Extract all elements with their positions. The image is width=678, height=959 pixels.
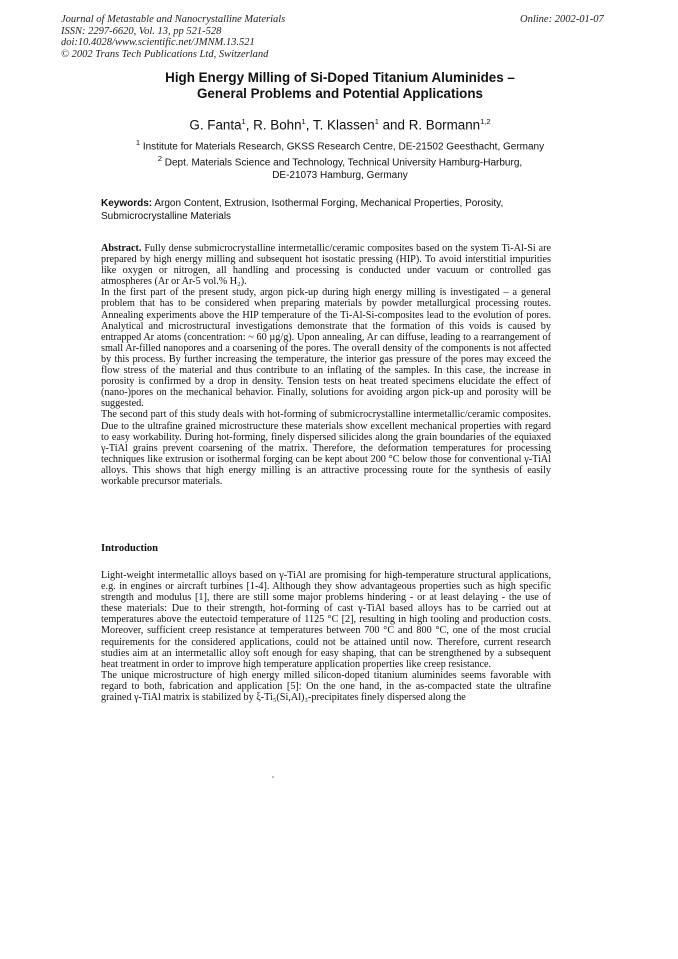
online-date: Online: 2002-01-07: [520, 14, 604, 25]
affiliation-1: [90, 137, 590, 154]
affiliation-mark: 2: [157, 154, 162, 163]
abstract-paragraph: In the first part of the present study, argon pick-up during high energy milling is investigated – a general problem that has to be considered when preparing materials by powder metallurgical processing routes. Annealing experiments above the HIP temperature of the Ti-Al-Si-composites lead to the evolution of pores. Analytical and microstructural investigations demonstrate that the formation of this voids is caused by entrapped Ar atoms (concentration: ~ 60 µg/g). Upon annealing, Ar can diffuse, leading to a rearrangement of small Ar-filled nanopores and a coarsening of the pores. The overall density of the components is not affected by this process. By further increasing the temperature, the interior gas pressure of the pores may exceed the flow stress of the material and thus contribute to an inflating of the samples. In this case, the increase in porosity is confirmed by a drop in density. Tension tests on heat treated specimens elucidate the effect of (nano-)pores on the mechanical behavior. Finally, solutions for avoiding argon pick-up and porosity will be suggested.: [101, 287, 551, 410]
abstract-paragraph: [101, 243, 551, 287]
affiliation-text: Institute for Materials Research, GKSS Research Centre, DE-21502 Geesthacht, Germany: [142, 141, 545, 153]
introduction-paragraph: The unique microstructure of high energy milled silicon-doped titanium aluminides seems favorable with regard to both, fabrication and application [5]: On the one hand, in the as-compacted state the ultrafine grained γ-TiAl matrix is stabilized by ξ-Ti₅(Si,Al)₃-precipitates finely dispersed along the: [101, 669, 551, 704]
affiliation-text: Dept. Materials Science and Technology, Technical University Hamburg-Harburg,: [164, 157, 523, 169]
author-name: R. Bormann: [408, 117, 481, 133]
author-list: G. Fanta$^1$, R. Bohn$^1$, T. Klassen$^1$ and R. Bormann$^{1,2}$: [189, 117, 491, 133]
introduction-heading: Introduction: [101, 543, 158, 554]
title-line-2: General Problems and Potential Applications: [197, 85, 483, 101]
author-name: G. Fanta: [189, 117, 242, 133]
author-affiliation-mark: 1,2: [480, 117, 491, 126]
journal-copyright: © 2002 Trans Tech Publications Ltd, Switzerland: [61, 48, 269, 60]
abstract-paragraph: The second part of this study deals with hot-forming of submicrocrystalline intermetallic/ceramic composites. Due to the ultrafine grained microstructure these materials show excellent mechanical properties with regard to easy workability. During hot-forming, finely dispersed silicides along the grain boundaries of the equiaxed γ-TiAl grains prevent coarsening of the matrix. Therefore, the deformation temperatures for processing techniques like extrusion or isothermal forging can be kept about 200 °C below those for conventional γ-TiAl alloys. This shows that high energy milling is an attractive processing route for the synthesis of easily workable precursor materials.: [101, 409, 551, 487]
abstract-text: Fully dense submicrocrystalline intermetallic/ceramic composites based on the system Ti-Al-Si are prepared by high energy milling and subsequent hot isostatic pressing (HIP). To avoid interstitial impurities like oxygen or nitrogen, all handling and processing is conducted under vacuum or controlled gas atmospheres (Ar or Ar-5 vol.% H₂).: [101, 243, 552, 288]
affiliation-2: [90, 153, 590, 182]
keywords-block: [101, 198, 571, 223]
journal-header: [61, 14, 285, 60]
affiliation-text: DE-21073 Hamburg, Germany: [272, 169, 408, 181]
author-affiliation-mark: 1: [374, 117, 379, 126]
keywords-text: Argon Content, Extrusion, Isothermal Forging, Mechanical Properties, Porosity, Submicrocrystalline Materials: [101, 198, 504, 222]
author-affiliation-mark: 1: [241, 117, 246, 126]
page-speck: [272, 776, 274, 778]
affiliation-mark: 1: [135, 138, 141, 147]
paper-title: [110, 70, 570, 101]
author-affiliation-mark: 1: [301, 117, 306, 126]
introduction-paragraph: Light-weight intermetallic alloys based on γ-TiAl are promising for high-temperature structural applications, e.g. in engines or aircraft turbines [1-4]. Although they show advantageous properties such as high specific strength and modulus [1], there are still some major problems hindering - or at least delaying - the use of these materials: Due to their strength, hot-forming of cast γ-TiAl based alloys has to be carried out at temperatures above the eutectoid temperature of 1125 °C [2], resulting in high tooling and production costs. Moreover, sufficient creep resistance at temperatures between 700 °C and 800 °C, one of the most crucial requirements for the considered applications, could not be attained until now. Therefore, current research studies aim at an intermetallic alloy soft enough for easy shaping, that can be strengthened by a subsequent heat treatment in order to improve high temperature application properties like creep resistance.: [101, 570, 551, 670]
author-name: R. Bohn: [253, 117, 302, 133]
journal-name: Journal of Metastable and Nanocrystalline Materials: [61, 14, 286, 25]
introduction-section: [101, 570, 551, 703]
keywords-label: Keywords:: [101, 198, 153, 209]
abstract-label: Abstract.: [101, 243, 142, 254]
author-conjunction: and: [382, 117, 405, 133]
author-name: T. Klassen: [312, 117, 375, 133]
abstract-section: [101, 243, 551, 487]
journal-issn: ISSN: 2297-6620, Vol. 13, pp 521-528: [61, 25, 222, 37]
title-line-1: High Energy Milling of Si-Doped Titanium Aluminides –: [165, 70, 515, 85]
journal-doi: doi:10.4028/www.scientific.net/JMNM.13.521: [61, 37, 255, 48]
